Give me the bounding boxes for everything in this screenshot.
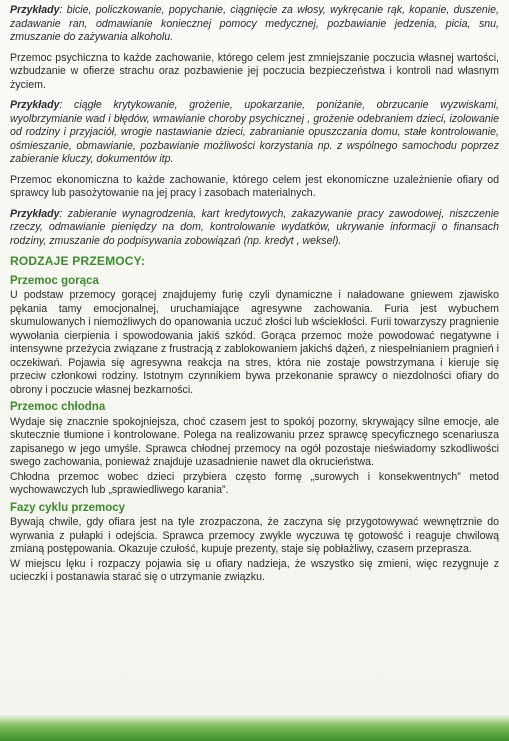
economic-violence-definition: Przemoc ekonomiczna to każde zachowanie, którego celem jest ekonomiczne uzależnienie ofiary od sprawcy lub pasożytowanie na jej pracy i zasobach materialnych.: [10, 173, 499, 199]
violence-cycle-text: Bywają chwile, gdy ofiara jest na tyle zrozpaczona, że zaczyna się przygotowywać wewnętrznie do wyrwania z pułapki i odejścia. Sprawca przemocy zwykle wyczuwa tę gotowość i reaguje chwilową zmianą postępowania. Okazuje czułość, kupuje prezenty, staje się pobłażliwy, czasem przeprasza.: [10, 516, 499, 555]
violence-cycle-section: [10, 502, 499, 585]
examples-text: : ciągłe krytykowanie, grożenie, upokarzanie, poniżanie, obrzucanie wyzwiskami, wyolbrzymianie wad i błędów, wmawianie choroby psychicznej , grożenie odebraniem dzieci, izolowanie od rodziny i przyjaciół, wrogie nastawianie dzieci, zabranianie opuszczania domu, stałe kontrolowanie, ośmieszanie, obmawianie, pozbawianie możliwości korzystania np. z wspólnego samochodu poprzez zabieranie kluczy, dokumentów itp.: [10, 99, 499, 165]
hot-violence-section: [10, 275, 499, 398]
violence-cycle-title: Fazy cyklu przemocy: [10, 501, 126, 514]
examples-label: Przykłady: [10, 207, 60, 220]
examples-label: Przykłady: [10, 99, 60, 111]
physical-violence-examples: [10, 4, 499, 45]
cold-violence-title: Przemoc chłodna: [10, 401, 106, 413]
cold-violence-text-2: Chłodna przemoc wobec dzieci przybiera często formę „surowych i konsekwentnych” metod wychowawczych lub „sprawiedliwego karania”.: [10, 470, 499, 496]
document-content: [10, 4, 499, 589]
section-title: RODZAJE PRZEMOCY:: [10, 254, 146, 268]
cold-violence-section: [10, 401, 499, 498]
psychological-violence-examples: [10, 99, 499, 167]
cold-violence-text: Wydaje się znacznie spokojniejsza, choć czasem jest to spokój pozorny, skrywający silne emocje, ale skutecznie tłumione i kontrolowane. Polega na realizowaniu przez sprawcę specyficznego scenariusza zapisanego w jego umyśle. Sprawca chłodnej przemocy na ogół pozostaje nieświadomy szkodliwości swego zachowania, ponieważ znajduje uzasadnienie nawet dla okrucieństwa.: [10, 415, 499, 468]
hot-violence-title: Przemoc gorąca: [10, 274, 99, 287]
examples-text: : bicie, policzkowanie, popychanie, ciągnięcie za włosy, wykręcanie rąk, kopanie, duszenie, zadawanie ran, odmawianie koniecznej pomocy medycznej, pozbawianie jedzenia, picia, snu, zmuszanie do zażywania alkoholu.: [10, 4, 499, 43]
hot-violence-text: U podstaw przemocy gorącej znajdujemy furię czyli dynamiczne i naładowane gniewem zjawisko pękania tamy emocjonalnej, uruchamiające agresywne zachowania. Furia jest wybuchem skumulowanych i niemożliwych do opanowania uczuć złości lub wściekłości. Furii towarzyszy pragnienie wywołania cierpienia i spowodowania jakiś szkód. Gorąca przemoc może powodować negatywne i intensywne przeżycia związane z frustracją z zablokowaniem jakichś dążeń, z niespełnianiem pragnień i oczekiwań. Pojawia się agresywna reakcja na stres, która nie zostaje powstrzymana i kieruje się przeciw członkowi rodziny. Istotnym czynnikiem bywa przekonanie sprawcy o niezdolności ofiary do obrony i poczucie własnej bezkarności.: [10, 289, 499, 396]
examples-text: : zabieranie wynagrodzenia, kart kredytowych, zakazywanie pracy zawodowej, niszczenie rzeczy, odmawianie pieniędzy na dom, kontrolowanie wydatków, ukrywanie informacji o finansach rodziny, zmuszanie do podpisywania zobowiązań (np. kredyt , weksel).: [10, 207, 499, 247]
psychological-violence-definition: Przemoc psychiczna to każde zachowanie, którego celem jest zmniejszanie poczucia własnej wartości, wzbudzanie w ofierze strachu oraz pozbawienie jej poczucia bezpieczeństwa i kontroli nad własnym życiem.: [10, 51, 499, 91]
examples-label: Przykłady: [10, 4, 60, 16]
economic-violence-examples: [10, 208, 499, 249]
footer-band: [0, 715, 509, 741]
violence-cycle-text-2: W miejscu lęku i rozpaczy pojawia się u ofiary nadzieja, że wszystko się zmieni, więc rezygnuje z ucieczki i postanawia starać się o utrzymanie związku.: [10, 557, 499, 583]
